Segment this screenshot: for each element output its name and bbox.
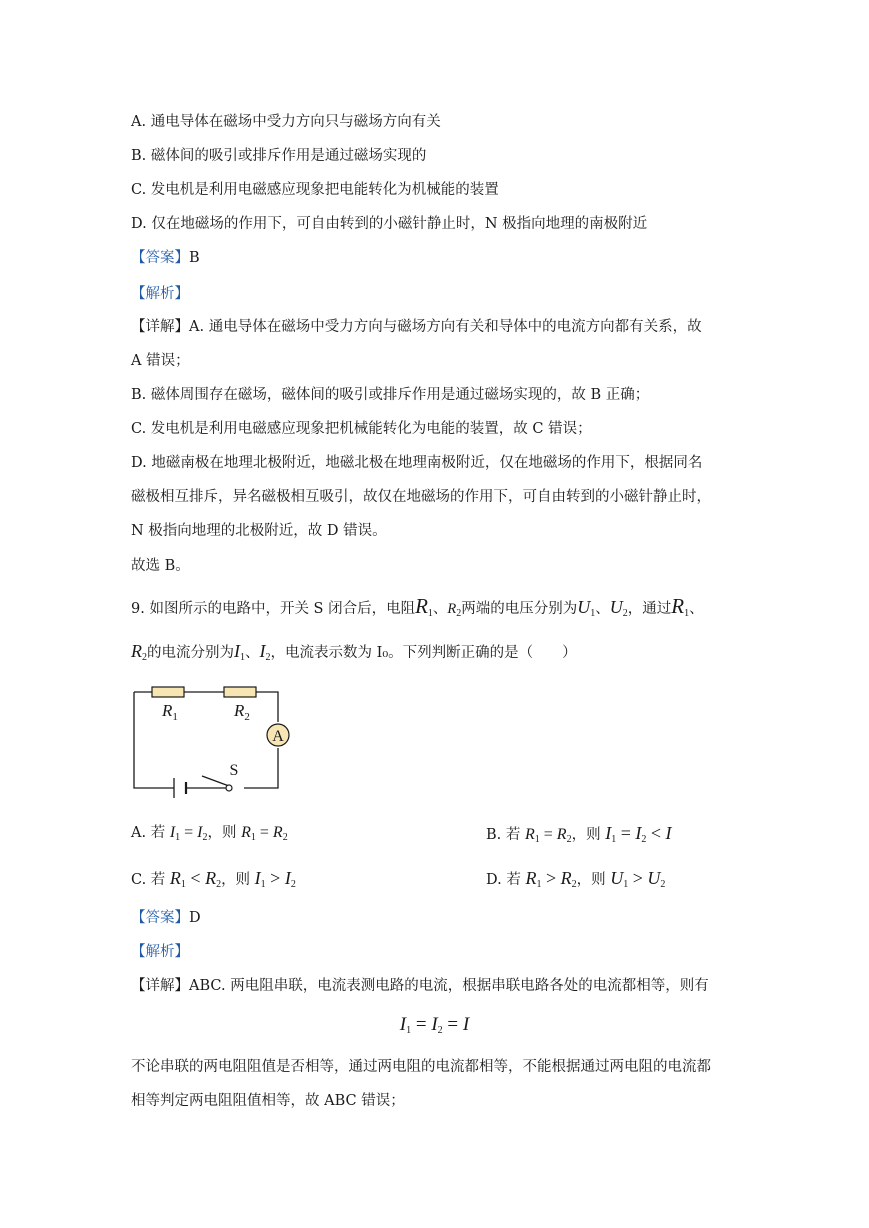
label-r1: $R_1$	[162, 701, 178, 723]
q8-option-c: C. 发电机是利用电磁感应现象把电能转化为机械能的装置	[131, 182, 499, 198]
q8-conclusion: 故选 B。	[131, 558, 190, 574]
q9-equation: $I_1 = I_2 = I$	[399, 1014, 470, 1036]
switch-label: S	[229, 762, 239, 779]
q8-detail-line: A 错误；	[131, 353, 190, 369]
answer-tag: 【答案】	[131, 910, 189, 926]
q8-option-a: A. 通电导体在磁场中受力方向只与磁场方向有关	[131, 114, 441, 130]
q9-detail-line: 相等判定两电阻阻值相等，故 ABC 错误；	[131, 1093, 405, 1109]
symbol-i2: $I_2$	[259, 641, 271, 663]
q9-stem-line-1: 9. 如图所示的电路中，开关 S 闭合后，电阻$R_1$、$R_2$两端的电压分别为$U_1$、$U_2$，通过$R_1$、	[131, 594, 704, 619]
q8-detail-line: 【详解】A. 通电导体在磁场中受力方向与磁场方向有关和导体中的电流方向都有关系，故	[131, 319, 702, 335]
q9-analysis-tag: 【解析】	[131, 944, 189, 960]
symbol-r2: $R_2$	[447, 601, 462, 619]
q9-option-c: C. 若 $R_1 < R_2$，则 $I_1 > I_2$	[131, 868, 296, 890]
q9-answer-line	[131, 908, 201, 928]
resistor-r2	[224, 687, 256, 697]
q8-detail-line: N 极指向地理的北极附近，故 D 错误。	[131, 523, 387, 539]
symbol-i1: $I_1$	[234, 641, 245, 663]
symbol-r1: $R_1$	[415, 594, 433, 619]
q9-option-a: A. 若 $I_1 = I_2$，则 $R_1 = R_2$	[131, 824, 288, 843]
switch-contact	[226, 785, 232, 791]
label-r2: $R_2$	[234, 701, 250, 723]
symbol-u2: $U_2$	[609, 597, 628, 619]
symbol-r1: $R_1$	[671, 594, 690, 619]
ammeter-label: A	[272, 728, 284, 745]
q9-option-b: B. 若 $R_1 = R_2$，则 $I_1 = I_2 < I$	[486, 823, 672, 845]
q9-detail-line: 不论串联的两电阻阻值是否相等，通过两电阻的电流都相等，不能根据通过两电阻的电流都	[131, 1059, 711, 1075]
q8-option-b: B. 磁体间的吸引或排斥作用是通过磁场实现的	[131, 148, 427, 164]
q8-detail-line: C. 发电机是利用电磁感应现象把机械能转化为电能的装置，故 C 错误；	[131, 421, 592, 437]
q9-option-d: D. 若 $R_1 > R_2$，则 $U_1 > U_2$	[486, 868, 666, 890]
resistor-r1	[152, 687, 184, 697]
circuit-wire	[134, 692, 278, 788]
q8-detail-line: D. 地磁南极在地理北极附近，地磁北极在地理南极附近，仅在地磁场的作用下，根据同名	[131, 455, 703, 471]
circuit-diagram	[122, 678, 302, 802]
q9-stem-line-2: $R_2$的电流分别为$I_1$、$I_2$，电流表示数为 I₀。下列判断正确的是（ ）	[131, 641, 577, 663]
q8-detail-line: B. 磁体周围存在磁场，磁体间的吸引或排斥作用是通过磁场实现的，故 B 正确；	[131, 387, 650, 403]
q8-option-d: D. 仅在地磁场的作用下，可自由转到的小磁针静止时，N 极指向地理的南极附近	[131, 216, 648, 232]
symbol-r2: $R_2$	[131, 641, 147, 663]
answer-tag: 【答案】	[131, 250, 189, 266]
q9-detail-line: 【详解】ABC. 两电阻串联，电流表测电路的电流，根据串联电路各处的电流都相等，则有	[131, 978, 709, 994]
answer-value: B	[189, 250, 200, 266]
answer-value: D	[189, 910, 201, 926]
q8-answer-line	[131, 248, 200, 268]
q8-detail-line: 磁极相互排斥，异名磁极相互吸引，故仅在地磁场的作用下，可自由转到的小磁针静止时，	[131, 489, 711, 505]
symbol-u1: $U_1$	[577, 597, 596, 619]
q8-analysis-tag: 【解析】	[131, 286, 189, 302]
